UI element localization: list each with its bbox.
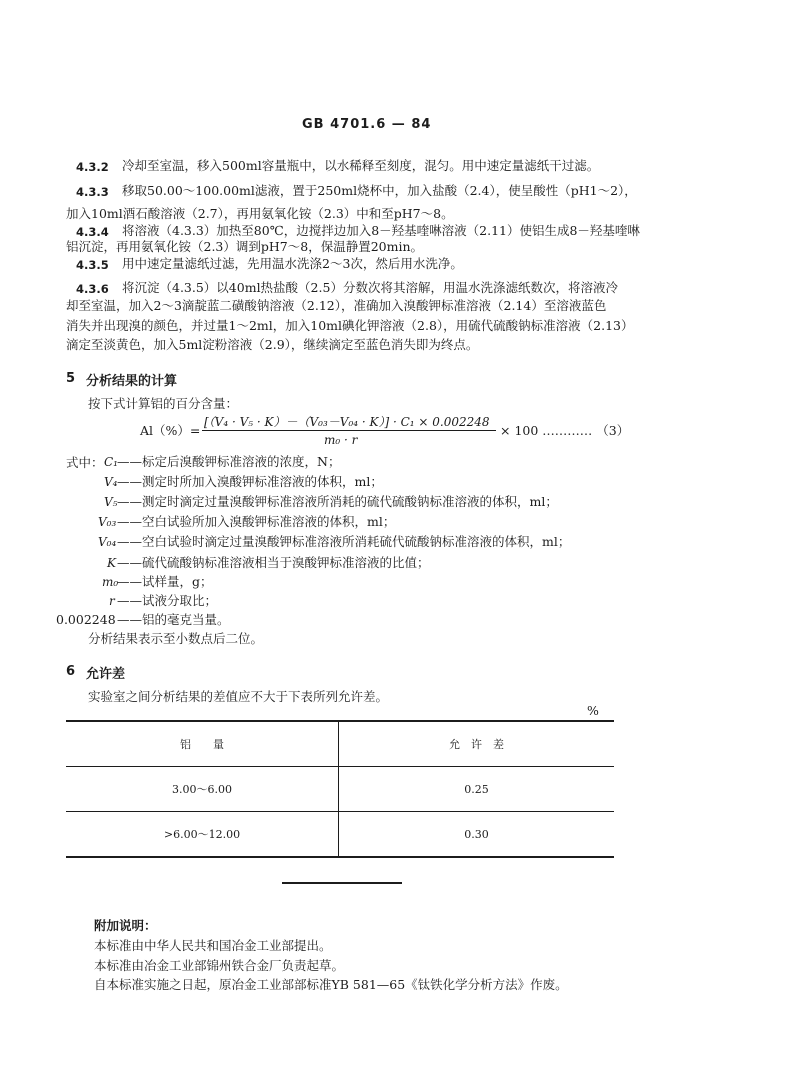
step-number: 4.3.3	[76, 185, 109, 199]
tolerance-table	[66, 720, 614, 858]
appendix-title: 附加说明：	[94, 918, 157, 933]
formula-denominator: m₀ · r	[324, 433, 358, 447]
appendix-line: 本标准由冶金工业部锦州铁合金厂负责起草。	[94, 958, 345, 973]
section-intro: 按下式计算铝的百分含量：	[88, 396, 239, 411]
def-desc: ——测定时滴定过量溴酸钾标准溶液所消耗的硫代硫酸钠标准溶液的体积，ml；	[117, 494, 558, 509]
step-line: 铝沉淀，再用氨氧化铵（2.3）调到pH7～8，保温静置20min。	[66, 239, 423, 254]
table-cell: 0.30	[339, 812, 615, 858]
def-symbol: V₀₄	[98, 535, 117, 549]
appendix-line: 本标准由中华人民共和国冶金工业部提出。	[94, 938, 332, 953]
def-symbol: V₀₃	[98, 515, 117, 529]
def-symbol: K	[107, 556, 116, 570]
step-number: 4.3.5	[76, 258, 109, 272]
step-line: 滴定至淡黄色，加入5ml淀粉溶液（2.9），继续滴定至蓝色消失即为终点。	[66, 337, 479, 352]
def-symbol: 0.002248	[56, 612, 116, 627]
def-desc: ——硫代硫酸钠标准溶液相当于溴酸钾标准溶液的比值；	[117, 555, 430, 570]
def-desc: ——试样量，g；	[117, 574, 213, 589]
step-line: 却至室温，加入2～3滴靛蓝二磺酸钠溶液（2.12），准确加入溴酸钾标准溶液（2.14）至溶液蓝色	[66, 298, 607, 313]
step-line: 冷却至室温，移入500ml容量瓶中，以水稀释至刻度，混匀。用中速定量滤纸干过滤。	[122, 158, 600, 173]
table-cell: 3.00～6.00	[66, 767, 339, 812]
step-line: 消失并出现溴的颜色，并过量1～2ml，加入10ml碘化钾溶液（2.8），用硫代硫酸钠标准溶液（2.13）	[66, 318, 634, 333]
step-line: 用中速定量滤纸过滤，先用温水洗涤2～3次，然后用水洗净。	[122, 256, 463, 271]
table-row	[66, 812, 614, 858]
table-cell: >6.00～12.00	[66, 812, 339, 858]
formula-lhs: Al（%）=	[140, 423, 201, 438]
section-number: 6	[66, 664, 76, 679]
step-line: 将沉淀（4.3.5）以40ml热盐酸（2.5）分数次将其溶解，用温水洗涤滤纸数次，将溶液冷	[122, 280, 618, 295]
table-row	[66, 767, 614, 812]
where-label: 式中：	[66, 455, 104, 470]
column-header: 铝 量	[66, 721, 339, 767]
table-cell: 0.25	[339, 767, 615, 812]
section-intro: 实验室之间分析结果的差值应不大于下表所列允许差。	[88, 689, 389, 704]
section-title: 分析结果的计算	[86, 374, 178, 389]
step-number: 4.3.4	[76, 225, 109, 239]
appendix-line: 自本标准实施之日起，原冶金工业部部标准YB 581—65《钛铁化学分析方法》作废。	[94, 977, 568, 992]
unit-label: %	[587, 703, 599, 718]
step-number: 4.3.6	[76, 282, 109, 296]
def-symbol: m₀	[102, 575, 119, 589]
fraction-bar	[202, 430, 496, 431]
column-header: 允 许 差	[339, 721, 615, 767]
page-header: GB 4701.6 — 84	[302, 117, 432, 132]
def-symbol: r	[109, 594, 115, 608]
step-line: 移取50.00～100.00ml滤液，置于250ml烧杯中，加入盐酸（2.4），使呈酸性（pH1～2），	[122, 183, 637, 198]
def-symbol: V₄	[104, 475, 118, 489]
step-line: 将溶液（4.3.3）加热至80℃，边搅拌边加入8－羟基喹啉溶液（2.11）使铝生成8－羟基喹啉	[122, 223, 640, 238]
def-desc: ——标定后溴酸钾标准溶液的浓度，N；	[117, 454, 341, 469]
def-desc: ——试液分取比；	[117, 593, 218, 608]
section-number: 5	[66, 371, 76, 386]
step-number: 4.3.2	[76, 160, 109, 174]
result-note: 分析结果表示至小数点后二位。	[88, 631, 264, 646]
end-divider	[282, 882, 402, 884]
def-desc: ——空白试验时滴定过量溴酸钾标准溶液所消耗硫代硫酸钠标准溶液的体积，ml；	[117, 534, 571, 549]
def-symbol: V₅	[104, 495, 118, 509]
section-title: 允许差	[86, 667, 126, 682]
def-desc: ——铝的毫克当量。	[117, 612, 230, 627]
def-desc: ——空白试验所加入溴酸钾标准溶液的体积，ml；	[117, 514, 396, 529]
formula-tail: × 100 ………… （3）	[500, 423, 630, 438]
table-header-row	[66, 721, 614, 767]
def-desc: ——测定时所加入溴酸钾标准溶液的体积，ml；	[117, 474, 383, 489]
step-line: 加入10ml酒石酸溶液（2.7），再用氨氧化铵（2.3）中和至pH7～8。	[66, 206, 454, 221]
formula-numerator: [（V₄ · V₅ · K）－（V₀₃－V₀₄ · K）] · C₁ × 0.002248	[204, 415, 490, 429]
def-symbol: C₁	[104, 455, 118, 469]
